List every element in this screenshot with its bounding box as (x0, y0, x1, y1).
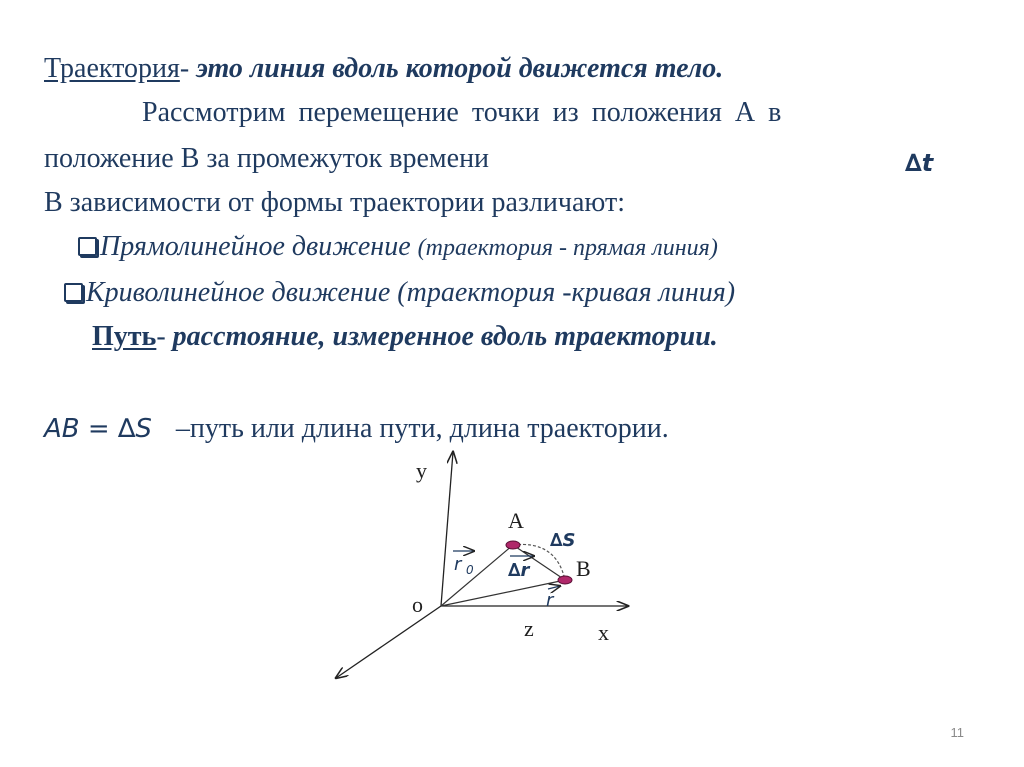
checkbox-bullet-icon (64, 283, 83, 302)
delta-t-symbol: ∆t (905, 149, 934, 177)
checkbox-bullet-icon (78, 237, 97, 256)
term-trajectory: Траектория (44, 53, 180, 84)
path-definition-text: расстояние, измеренное вдоль траектории. (172, 321, 718, 352)
paragraph-line-2-text: положение В за промежуток времени (44, 143, 490, 174)
label-y: y (416, 458, 427, 483)
trajectory-diagram (320, 450, 660, 690)
path-dash: - (156, 321, 173, 352)
bullet-curved-note: (траектория -кривая линия) (397, 277, 736, 308)
bullet-straight-main: Прямолинейное движение (100, 231, 411, 262)
bullet-straight-note: (траектория - прямая линия) (417, 235, 718, 261)
definition-text: это линия вдоль которой движется тело. (196, 53, 724, 84)
label-delta-r: ∆r (508, 560, 530, 581)
path-definition-line (92, 320, 718, 354)
paragraph-line-2 (44, 142, 489, 176)
label-r0: r (454, 554, 462, 575)
z-axis (336, 606, 441, 678)
label-a: A (508, 508, 524, 533)
y-axis (441, 452, 453, 606)
definition-line (44, 52, 723, 86)
point-b (558, 576, 572, 584)
label-r0-subscript: 0 (466, 563, 474, 577)
bullet-straight (78, 230, 718, 265)
bullet-curved-main: Криволинейное движение (86, 277, 391, 308)
paragraph-line-1: Рассмотрим перемещение точки из положения А в (142, 97, 782, 128)
label-b: B (576, 556, 591, 581)
label-x: x (598, 620, 609, 645)
classification-intro: В зависимости от формы траектории различают: (44, 187, 625, 218)
label-z: z (524, 616, 534, 641)
radius-vector-r0 (441, 545, 513, 606)
point-a (506, 541, 520, 549)
label-o: o (412, 592, 423, 617)
formula-text: –путь или длина пути, длина траектории. (175, 413, 669, 444)
definition-dash: - (179, 53, 197, 84)
label-r: r (546, 590, 554, 611)
term-path: Путь (92, 321, 157, 352)
formula-expr: AB = ∆S (44, 414, 152, 444)
r-arrow-overline (548, 586, 560, 589)
label-delta-s: ∆S (550, 530, 576, 551)
formula-line (44, 412, 669, 446)
bullet-curved (64, 276, 735, 310)
page-number: 11 (950, 725, 964, 740)
